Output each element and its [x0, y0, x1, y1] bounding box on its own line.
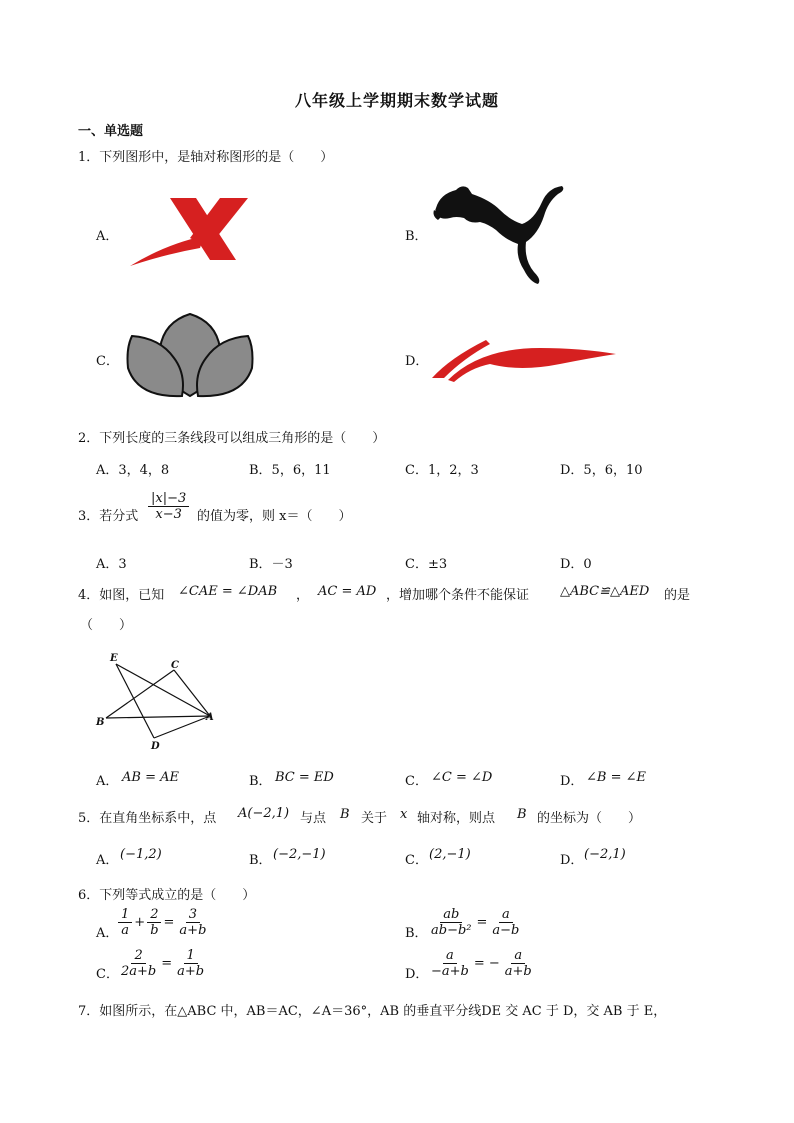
q1-option-a-logo-image — [126, 196, 252, 270]
q6c-equals: = — [161, 956, 173, 971]
q5-point-b-again: B — [517, 807, 527, 822]
q6d-equals-minus: = − — [473, 956, 500, 971]
q3-option-c: C．±3 — [405, 557, 448, 572]
q6b-equals: = — [476, 915, 488, 930]
question-1-stem: 1．下列图形中，是轴对称图形的是（ ） — [78, 150, 334, 165]
question-3-stem-suffix: 的值为零，则 x＝（ ） — [197, 509, 352, 524]
q6a-frac2-den: b — [150, 923, 159, 938]
figure-point-d-label: D — [151, 741, 160, 752]
q4-option-d-label: D． — [560, 774, 584, 789]
q4-separator: ， — [296, 588, 310, 603]
q6-option-a-label: A． — [96, 926, 119, 941]
q4-option-a-label: A． — [96, 774, 119, 789]
q5-stem-mid2: 关于 — [361, 811, 388, 826]
q6b-frac2-den: a−b — [492, 923, 520, 938]
q5-point-b: B — [340, 807, 350, 822]
q6-option-b-equation — [428, 907, 522, 938]
q6a-plus: + — [134, 915, 146, 930]
q4-condition-sides: AC = AD — [318, 584, 377, 599]
q6d-frac1-den: −a+b — [431, 964, 469, 979]
q4-option-c-label: C． — [405, 774, 428, 789]
question-4-stem-prefix: 4．如图，已知 — [78, 588, 165, 603]
figure-point-b-label: B — [96, 717, 105, 728]
figure-point-a-label: A — [206, 712, 214, 723]
q6a-frac3-den: a+b — [179, 923, 207, 938]
question-3-stem-prefix: 3．若分式 — [78, 509, 139, 524]
q6c-frac1-num: 2 — [131, 948, 145, 964]
q4-stem-line2: （ ） — [80, 618, 133, 633]
question-6-stem: 6．下列等式成立的是（ ） — [78, 888, 256, 903]
q1-option-a-label: A． — [96, 229, 119, 244]
q6-option-c-equation — [118, 948, 207, 979]
q6d-frac1-num: a — [443, 948, 457, 964]
q6-option-a-equation — [118, 907, 209, 938]
q6a-equals: = — [163, 915, 175, 930]
q6a-frac1-den: a — [121, 923, 130, 938]
q1-option-d-label: D． — [405, 354, 429, 369]
q6a-frac2-num: 2 — [147, 907, 161, 923]
q5-stem-suffix: 的坐标为（ ） — [537, 811, 642, 826]
q6b-frac1-num: ab — [440, 907, 462, 923]
q4-geometry-figure — [94, 648, 218, 752]
q6a-frac3-num: 3 — [186, 907, 200, 923]
q4-option-c: ∠C = ∠D — [431, 770, 493, 785]
q4-condition-angles: ∠CAE = ∠DAB — [178, 584, 278, 599]
q2-option-b: B．5，6，11 — [249, 463, 331, 478]
q4-option-b-label: B． — [249, 774, 272, 789]
q5-option-c-label: C． — [405, 853, 428, 868]
q2-option-c: C．1，2，3 — [405, 463, 479, 478]
q5-option-d: (−2,1) — [584, 847, 626, 862]
q3-option-a: A．3 — [96, 557, 127, 572]
q2-option-d: D．5，6，10 — [560, 463, 643, 478]
q4-stem-middle: ，增加哪个条件不能保证 — [386, 588, 530, 603]
question-7-stem: 7．如图所示，在△ABC 中，AB＝AC，∠A＝36°，AB 的垂直平分线DE 交 AC 于 D，交 AB 于 E， — [78, 1004, 667, 1019]
figure-point-c-label: C — [171, 660, 179, 671]
q6d-frac2-den: a+b — [504, 964, 532, 979]
q6c-frac1-den: 2a+b — [121, 964, 157, 979]
q5-option-a-label: A． — [96, 853, 119, 868]
q3-denominator: x−3 — [155, 507, 182, 522]
q5-stem-mid1: 与点 — [300, 811, 327, 826]
q6b-frac2-num: a — [499, 907, 513, 923]
q5-point-a: A(−2,1) — [238, 806, 290, 821]
q4-option-a: AB = AE — [122, 770, 179, 785]
q6-option-d-label: D． — [405, 967, 429, 982]
q1-option-d-logo-image — [430, 334, 620, 382]
q1-option-c-label: C． — [96, 354, 119, 369]
q3-fraction — [148, 491, 189, 522]
q6b-frac1-den: ab−b² — [431, 923, 472, 938]
q4-option-b: BC = ED — [275, 770, 334, 785]
q1-option-b-label: B． — [405, 229, 428, 244]
q4-option-d: ∠B = ∠E — [586, 770, 646, 785]
q3-option-d: D．0 — [560, 557, 592, 572]
q6-option-b-label: B． — [405, 926, 428, 941]
q5-option-a: (−1,2) — [120, 847, 162, 862]
q6-option-d-equation — [428, 948, 535, 979]
q5-option-d-label: D． — [560, 853, 584, 868]
q6c-frac2-den: a+b — [177, 964, 205, 979]
q5-option-b: (−2,−1) — [273, 847, 326, 862]
figure-point-e-label: E — [110, 653, 118, 664]
q5-axis: x — [400, 807, 408, 822]
q4-congruence: △ABC≌△AED — [560, 584, 650, 599]
q5-stem-mid3: 轴对称，则点 — [417, 811, 496, 826]
q3-option-b: B．－3 — [249, 557, 293, 572]
page-title: 八年级上学期期末数学试题 — [294, 91, 499, 110]
question-5-stem-prefix: 5．在直角坐标系中，点 — [78, 811, 217, 826]
q6a-frac1-num: 1 — [118, 907, 132, 923]
q4-stem-suffix: 的是 — [664, 588, 691, 603]
q5-option-b-label: B． — [249, 853, 272, 868]
q1-option-c-leaves-image — [124, 312, 256, 400]
q6c-frac2-num: 1 — [184, 948, 198, 964]
q3-numerator: |x|−3 — [148, 491, 189, 507]
q5-option-c: (2,−1) — [429, 847, 471, 862]
question-2-stem: 2．下列长度的三条线段可以组成三角形的是（ ） — [78, 431, 386, 446]
q6-option-c-label: C． — [96, 967, 119, 982]
q6d-frac2-num: a — [511, 948, 525, 964]
q1-option-b-logo-image — [430, 180, 568, 288]
q2-option-a: A．3，4，8 — [96, 463, 170, 478]
section-heading: 一、单选题 — [78, 124, 144, 139]
